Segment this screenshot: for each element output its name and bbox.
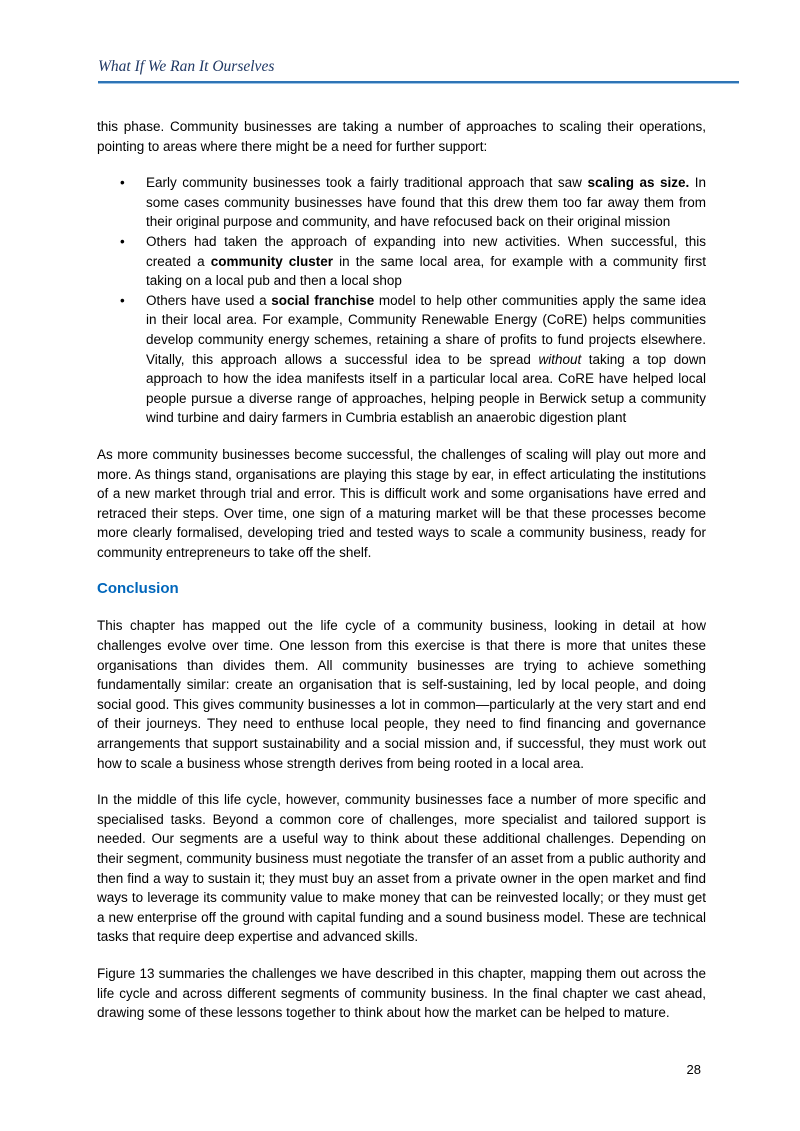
document-body [97, 117, 706, 1023]
text-run: this phase. Community businesses are taking a number of approaches to scaling their operations, pointing to areas where there might be a need for further support: [97, 119, 706, 154]
bold-text: scaling as size. [587, 175, 690, 191]
page-number: 28 [686, 1062, 701, 1077]
text-run: model to help other communities apply the same idea in their local area. For example, Community Renewable Energy (CoRE) helps communities develop community energy schemes, retaining a share of profits to fund projects elsewhere. Vitally, this approach allows a successful idea to be spread [146, 292, 706, 367]
bullet-icon: • [120, 233, 125, 249]
text-run: in the same local area, for example with a community first taking on a local pub and then a local shop [146, 253, 706, 289]
list-item [97, 173, 706, 232]
text-run: Others had taken the approach of expanding into new activities. When successful, this created a [146, 233, 706, 269]
text-run: In some cases community businesses have found that this drew them too far away them from their original purpose and community, and have refocused back on their original mission [146, 175, 707, 230]
list-item [97, 232, 706, 291]
bold-text: community cluster [210, 253, 334, 269]
text-run: Others have used a [146, 292, 272, 308]
bullet-icon: • [120, 175, 125, 191]
list-item [97, 291, 706, 428]
paragraph [97, 616, 706, 773]
bold-text: social franchise [271, 292, 375, 308]
italic-text: without [538, 351, 582, 367]
text-run: taking a top down approach to how the idea manifests itself in a particular local area. CoRE have helped local people pursue a diverse range of approaches, helping people in Berwick setup a community wind turbine and dairy farmers in Cumbria establish an anaerobic digestion plant [146, 351, 707, 426]
text-run: In the middle of this life cycle, however, community businesses face a number of more specific and specialised tasks. Beyond a common core of challenges, more specialist and tailored support is needed. Our segments are a useful way to think about these additional challenges. Depending on their segment, community business must negotiate the transfer of an asset from a public authority and then find a way to sustain it; they must buy an asset from a private owner in the open market and find ways to leverage its community value to make money that can be reinvested locally; or they must get a new enterprise off the ground with capital funding and a sound business model. These are technical tasks that require deep expertise and advanced skills. [97, 792, 706, 945]
paragraph [97, 790, 706, 947]
running-header-title: What If We Ran It Ourselves [98, 58, 275, 75]
header-rule-divider [98, 81, 739, 84]
page-header [98, 0, 739, 84]
text-run: Figure 13 summaries the challenges we have described in this chapter, mapping them out across the life cycle and across different segments of community business. In the final chapter we cast ahead, drawing some of these lessons together to think about how the market can be helped to mature. [97, 965, 706, 1021]
text-run: As more community businesses become successful, the challenges of scaling will play out more and more. As things stand, organisations are playing this stage by ear, in effect articulating the institutions of a new market through trial and error. This is difficult work and some organisations have erred and retraced their steps. Over time, one sign of a maturing market will be that these processes become more clearly formalised, developing tried and tested ways to scale a community business, ready for community entrepreneurs to take off the shelf. [97, 446, 706, 560]
bullet-list [97, 173, 706, 428]
bullet-icon: • [120, 292, 125, 308]
section-heading: Conclusion [97, 580, 179, 598]
paragraph [97, 117, 706, 156]
text-run: Early community businesses took a fairly traditional approach that saw [146, 175, 588, 191]
paragraph [97, 964, 706, 1023]
paragraph [97, 445, 706, 563]
text-run: This chapter has mapped out the life cycle of a community business, looking in detail at how challenges evolve over time. One lesson from this exercise is that there is more that unites these organisations than divides them. All community businesses are trying to achieve something fundamentally similar: create an organisation that is self-sustaining, led by local people, and doing social good. This gives community businesses a lot in common—particularly at the very start and end of their journeys. They need to enthuse local people, they need to find financing and governance arrangements that support sustainability and a social mission and, if successful, they must work out how to scale a business whose strength derives from being rooted in a local area. [97, 618, 706, 771]
